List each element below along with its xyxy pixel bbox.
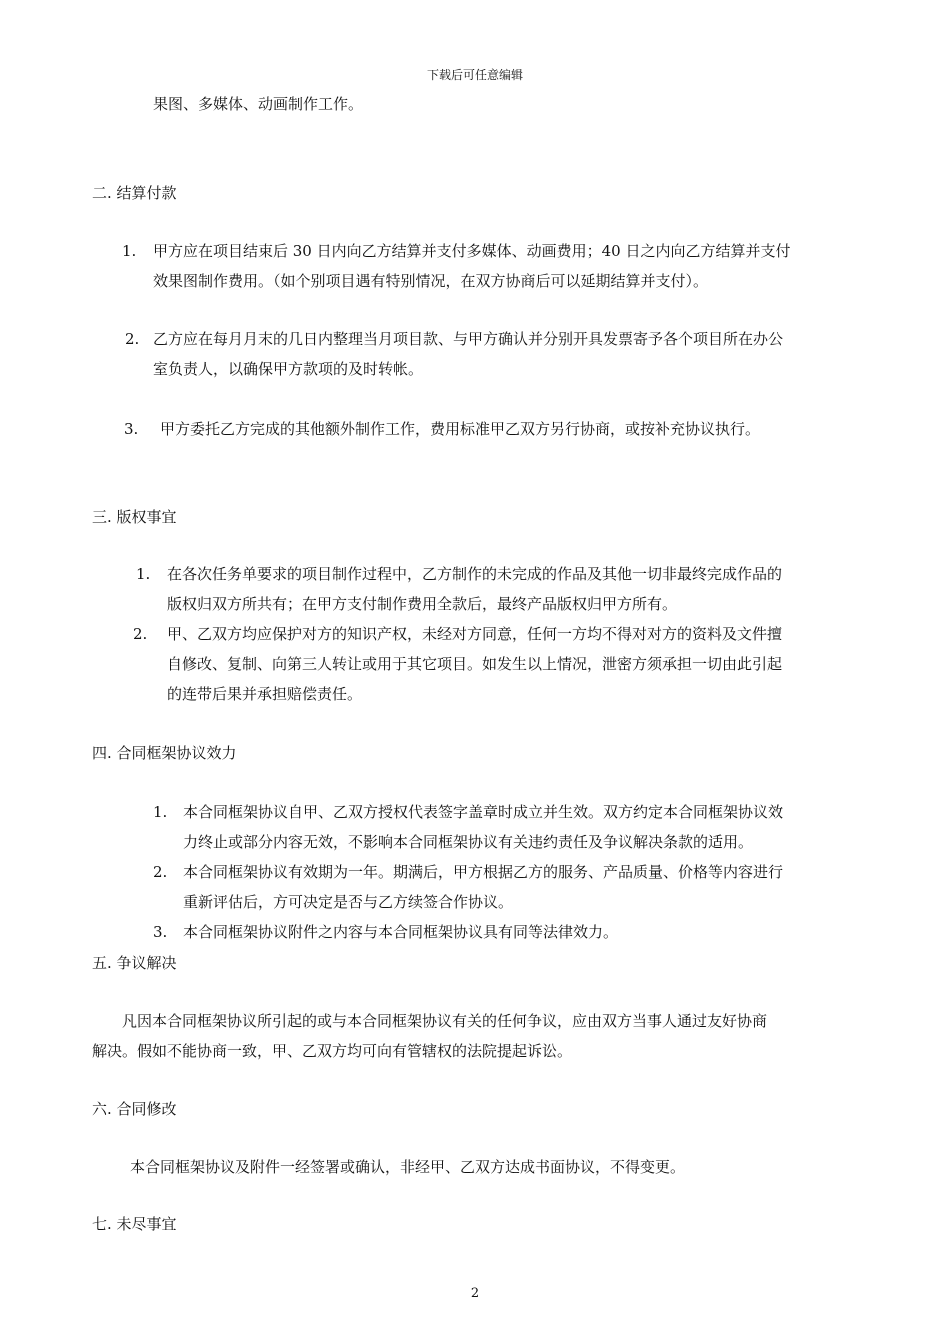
list-number: 2. bbox=[125, 330, 140, 348]
section-5-heading: 五. 争议解决 bbox=[92, 954, 177, 972]
list-item-line: 乙方应在每月月末的几日内整理当月项目款、与甲方确认并分别开具发票寄予各个项目所在办公 bbox=[153, 330, 784, 348]
paragraph-line: 本合同框架协议及附件一经签署或确认，非经甲、乙双方达成书面协议，不得变更。 bbox=[130, 1158, 686, 1176]
list-number: 1. bbox=[122, 242, 137, 260]
paragraph-line: 凡因本合同框架协议所引起的或与本合同框架协议有关的任何争议，应由双方当事人通过友好协商 bbox=[122, 1012, 768, 1030]
list-item-line: 力终止或部分内容无效，不影响本合同框架协议有关违约责任及争议解决条款的适用。 bbox=[183, 833, 754, 851]
list-item-line: 自修改、复制、向第三人转让或用于其它项目。如发生以上情况，泄密方须承担一切由此引起 bbox=[167, 655, 783, 673]
list-item-line: 甲、乙双方均应保护对方的知识产权，未经对方同意，任何一方均不得对对方的资料及文件擅 bbox=[167, 625, 783, 643]
list-item-line: 在各次任务单要求的项目制作过程中，乙方制作的未完成的作品及其他一切非最终完成作品的 bbox=[167, 565, 783, 583]
section-4-heading: 四. 合同框架协议效力 bbox=[92, 744, 237, 762]
list-item-line: 本合同框架协议自甲、乙双方授权代表签字盖章时成立并生效。双方约定本合同框架协议效 bbox=[183, 803, 784, 821]
section-2-heading: 二. 结算付款 bbox=[92, 184, 177, 202]
section-6-heading: 六. 合同修改 bbox=[92, 1100, 177, 1118]
section-3-heading: 三. 版权事宜 bbox=[92, 508, 177, 526]
list-number: 3. bbox=[124, 420, 139, 438]
list-item-line: 版权归双方所共有；在甲方支付制作费用全款后，最终产品版权归甲方所有。 bbox=[167, 595, 678, 613]
intro-continuation-line: 果图、多媒体、动画制作工作。 bbox=[153, 95, 364, 113]
section-7-heading: 七. 未尽事宜 bbox=[92, 1215, 177, 1233]
list-item-line: 甲方委托乙方完成的其他额外制作工作，费用标准甲乙双方另行协商，或按补充协议执行。 bbox=[160, 420, 761, 438]
list-item-line: 室负责人，以确保甲方款项的及时转帐。 bbox=[153, 360, 424, 378]
list-number: 3. bbox=[153, 923, 168, 941]
list-item-line: 本合同框架协议有效期为一年。期满后，甲方根据乙方的服务、产品质量、价格等内容进行 bbox=[183, 863, 784, 881]
list-number: 1. bbox=[153, 803, 168, 821]
list-number: 1. bbox=[136, 565, 151, 583]
list-item-line: 本合同框架协议附件之内容与本合同框架协议具有同等法律效力。 bbox=[183, 923, 619, 941]
list-number: 2. bbox=[153, 863, 168, 881]
list-item-line: 的连带后果并承担赔偿责任。 bbox=[167, 685, 363, 703]
list-item-line: 效果图制作费用。（如个别项目遇有特别情况，在双方协商后可以延期结算并支付）。 bbox=[153, 272, 709, 290]
list-item-line: 甲方应在项目结束后 30 日内向乙方结算并支付多媒体、动画费用；40 日之内向乙方结算并支付 bbox=[153, 242, 791, 260]
paragraph-line: 解决。假如不能协商一致，甲、乙双方均可向有管辖权的法院提起诉讼。 bbox=[92, 1042, 573, 1060]
page-header-note: 下载后可任意编辑 bbox=[426, 68, 523, 82]
list-item-line: 重新评估后，方可决定是否与乙方续签合作协议。 bbox=[183, 893, 514, 911]
page-number: 2 bbox=[470, 1286, 480, 1301]
list-number: 2. bbox=[133, 625, 148, 643]
